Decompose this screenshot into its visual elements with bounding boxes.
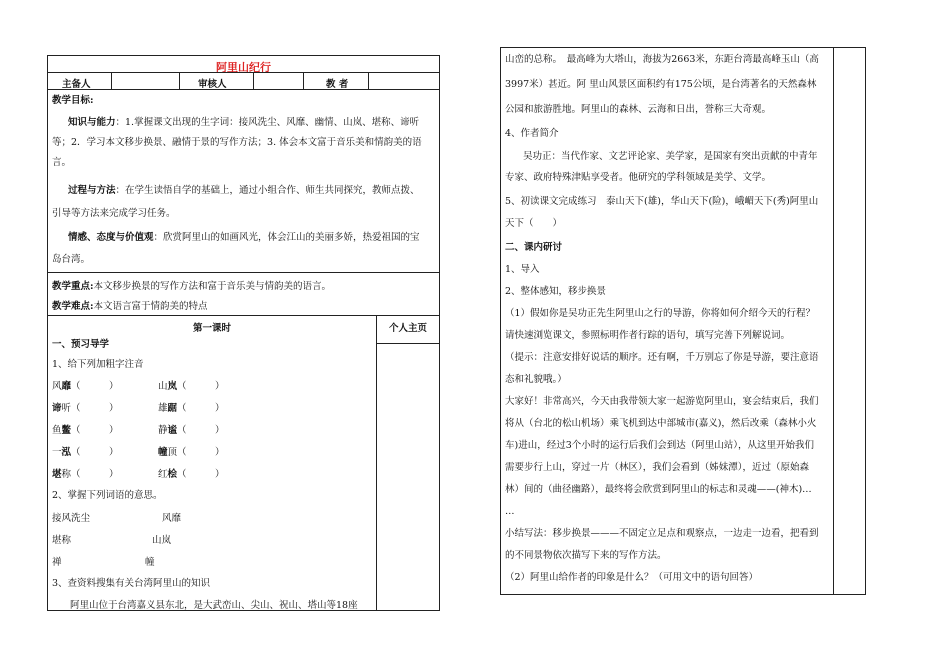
right-content xyxy=(505,52,831,592)
divider xyxy=(303,72,304,89)
item-3-text: 阿里山位于台湾嘉义县东北，是大武峦山、尖山、祝山、塔山等18座 xyxy=(70,600,358,611)
text-line: 2、整体感知，移步换景 xyxy=(505,286,607,297)
text-line: 车)进山，经过3个小时的运行后我们会到达（阿里山站），从这里开始我们 xyxy=(505,440,815,451)
key-point-row xyxy=(52,278,331,292)
vocab-word: 堪称 xyxy=(52,535,72,546)
text-line: … xyxy=(505,506,515,517)
difficulty-row xyxy=(52,298,208,312)
text-line: 公园和旅游胜地。阿里山的森林、云海和日出，誉称三大奇观。 xyxy=(505,104,772,115)
text-line: 态和礼貌哦。） xyxy=(505,374,567,385)
pinyin-row: 幢顶（ ） xyxy=(158,447,225,458)
text-line: 小结写法：移步换景———不固定立足点和观察点，一边走一边看，把看到 xyxy=(505,528,819,539)
text-line: 大家好！非常高兴，今天由我带领大家一起游览阿里山，宴会结束后，我们 xyxy=(505,396,819,407)
text-line: 林）间的（曲径幽路），最终将会欣赏到阿里山的标志和灵魂——(神木)… xyxy=(505,484,812,495)
pinyin-row: 谛听（ ） xyxy=(52,403,119,414)
key-point-text: 本文移步换景的写作方法和富于音乐美与情韵美的语言。 xyxy=(93,281,332,292)
divider xyxy=(253,72,254,89)
text-line: 山峦的总称。 最高峰为大塔山，海拔为2663米，东距台湾最高峰玉山（高 xyxy=(505,54,819,65)
text-line: 专家、政府特殊津贴享受者。他研究的学科领域是美学、文学。 xyxy=(505,172,772,183)
emotion-line-2: 岛台湾。 xyxy=(52,254,91,265)
divider xyxy=(48,315,439,316)
process-label: 过程与方法 xyxy=(68,185,116,196)
pinyin-row: 堪称（ ） xyxy=(52,469,119,480)
difficulty-label: 教学难点: xyxy=(52,301,94,312)
divider xyxy=(368,72,369,89)
left-worksheet-table xyxy=(47,55,440,611)
pinyin-row: 静谧（ ） xyxy=(158,425,225,436)
emotion-label: 情感、态度与价值观 xyxy=(68,232,154,243)
knowledge-label: 知识与能力 xyxy=(68,117,116,128)
objectives-heading: 教学目标: xyxy=(52,95,94,106)
divider xyxy=(48,72,439,73)
pinyin-row: 红桧（ ） xyxy=(158,469,225,480)
objectives-section xyxy=(52,92,437,272)
section-heading: 一、预习导学 xyxy=(52,339,110,350)
teacher-label: 教 者 xyxy=(326,79,349,90)
text-line: 的不同景物依次描写下来的写作方法。 xyxy=(505,550,667,561)
text-line: 吴功正：当代作家、文艺评论家、美学家，是国家有突出贡献的中青年 xyxy=(523,151,818,162)
preparer-value xyxy=(112,73,178,88)
document-title: 阿里山纪行 xyxy=(216,61,271,74)
pinyin-row: 鱼鳖（ ） xyxy=(52,425,119,436)
knowledge-line-3: 言。 xyxy=(52,157,72,168)
item-3: 3、查资料搜集有关台湾阿里山的知识 xyxy=(52,578,211,589)
reviewer-label: 审核人 xyxy=(198,79,227,90)
divider xyxy=(48,89,439,90)
emotion-line-1: 情感、态度与价值观：欣赏阿里山的如画风光，体会江山的美丽多娇，热爱祖国的宝 xyxy=(68,232,420,243)
text-line: 5、初读课文完成练习 泰山天下(雄)，华山天下(险)，峨嵋天下(秀)阿里山 xyxy=(505,196,819,207)
pinyin-row: 雄踞（ ） xyxy=(158,403,225,414)
personal-header: 个人主页 xyxy=(388,323,427,334)
knowledge-line-1: 知识与能力：1.掌握课文出现的生字词：接风洗尘、风靡、幽情、山岚、堪称、谛听 xyxy=(68,117,420,128)
personal-column-divider xyxy=(833,48,834,594)
preview-section xyxy=(52,336,374,610)
personal-column-divider xyxy=(376,315,377,611)
process-line-1: 过程与方法：在学生读悟自学的基础上，通过小组合作、师生共同探究，教师点拨、 xyxy=(68,185,420,196)
divider xyxy=(179,72,180,89)
text-line: 3997米）甚近。阿 里山风景区面积约有175公顷，是台湾著名的天然森林 xyxy=(505,79,817,90)
item-1: 1、给下列加粗字注音 xyxy=(52,359,144,370)
vocab-word: 接风洗尘 xyxy=(52,513,91,524)
text-line: 天下（ ） xyxy=(505,218,563,229)
knowledge-line-2: 等；2．学习本文移步换景、融情于景的写作方法；3. 体会本文富于音乐美和情韵美的语 xyxy=(52,137,422,148)
text-line: （提示：注意安排好说话的顺序。还有啊，千万别忘了你是导游，要注意语 xyxy=(505,352,819,363)
lesson-header: 第一课时 xyxy=(192,323,231,334)
vocab-word: 山岚 xyxy=(152,535,172,546)
text-line: （2）阿里山给作者的印象是什么？（可用文中的语句回答） xyxy=(505,572,759,583)
divider xyxy=(376,343,439,344)
item-2: 2、掌握下列词语的意思。 xyxy=(52,490,163,501)
pinyin-row: 山岚（ ） xyxy=(158,381,225,392)
right-worksheet-table xyxy=(500,47,866,595)
process-line-2: 引导等方法来完成学习任务。 xyxy=(52,208,176,219)
text-line: 需要步行上山，穿过一片（林区），我们会看到（姊妹潭），近过（原始森 xyxy=(505,462,810,473)
divider xyxy=(48,272,439,273)
vocab-word: 风靡 xyxy=(162,513,182,524)
text-line: 将从（台北的松山机场）乘飞机到达中部城市(嘉义)，然后改乘（森林小火 xyxy=(505,418,817,429)
text-line: 4、作者简介 xyxy=(505,128,559,139)
section-heading: 二、课内研讨 xyxy=(505,242,563,253)
vocab-word: 幢 xyxy=(145,557,155,568)
key-point-label: 教学重点: xyxy=(52,281,94,292)
text-line: （1）假如你是吴功正先生阿里山之行的导游，你将如何介绍今天的行程？ xyxy=(505,308,816,319)
preparer-label: 主备人 xyxy=(62,79,91,90)
pinyin-row: 风靡（ ） xyxy=(52,381,119,392)
text-line: 请快速浏览课文，参照标明作者行踪的语句，填写完善下列解说词。 xyxy=(505,330,791,341)
difficulty-text: 本文语言富于情韵美的特点 xyxy=(93,301,208,312)
vocab-word: 禅 xyxy=(52,557,62,568)
pinyin-row: 一泓（ ） xyxy=(52,447,119,458)
text-line: 1、导入 xyxy=(505,264,540,275)
